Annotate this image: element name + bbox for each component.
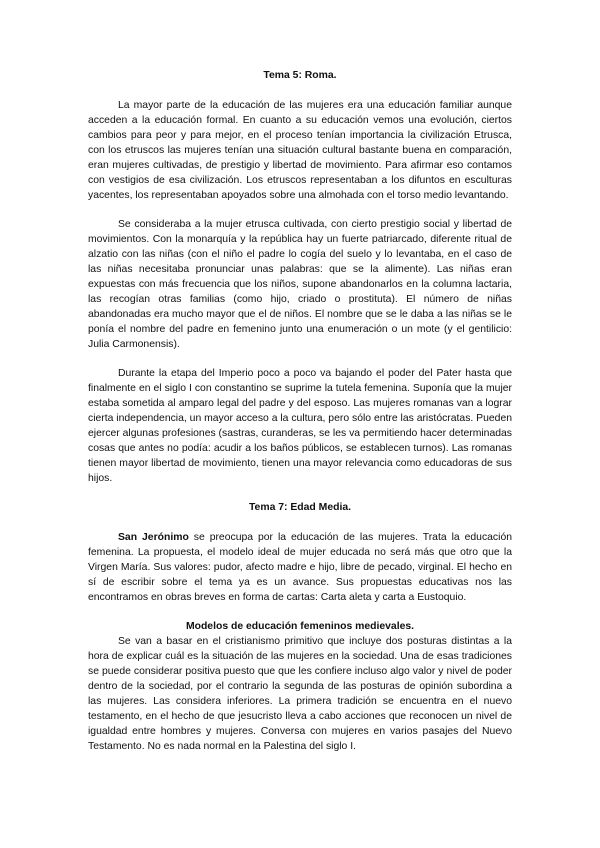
- paragraph: Durante la etapa del Imperio poco a poco va bajando el poder del Pater hasta que finalmente en el siglo I con constantino se suprime la tutela femenina. Suponía que la mujer estaba sometida al amparo legal del padre y del esposo. Las mujeres romanas van a lograr cierta independencia, un mayor acceso a la cultura, pero sólo entre las aristócratas. Pueden ejercer algunas profesiones (sastras, curanderas, se les va permitiendo hacer determinadas cosas que antes no podía: acudir a los baños públicos, se establecen turnos). Las romanas tienen mayor libertad de movimiento, tienen una mayor relevancia como educadoras de sus hijos.: [88, 368, 512, 484]
- paragraph: Se consideraba a la mujer etrusca cultivada, con cierto prestigio social y libertad de movimientos. Con la monarquía y la república hay un fuerte patriarcado, diferente ritual de alzatio con las niñas (con el niño el padre lo cogía del suelo y lo levantaba, en el caso de las niñas necesitaba pronunciar unas palabras: que se la alimente). Las niñas eran expuestas con más frecuencia que los niños, supone abandonarlos en la columna lactaria, las recogían otras familias (como hijo, criado o prostituta). El número de niñas abandonadas era mucho mayor que el de niños. El nombre que se le daba a las niñas se le ponía el nombre del padre en femenino junto una enumeración o un mote (y el gentilicio: Julia Carmonensis).: [88, 219, 512, 350]
- paragraph-san-jeronimo: [88, 530, 512, 605]
- section-title-roma: Tema 5: Roma.: [263, 70, 337, 81]
- paragraph: Se van a basar en el cristianismo primitivo que incluye dos posturas distintas a la hora de explicar cuál es la situación de las mujeres en la sociedad. Una de esas tradiciones se puede considerar positiva puesto que que les confiere incluso algo valor y nivel de poder dentro de la sociedad, por el contrario la segunda de las posturas de opinión subordina a las mujeres. Las considera inferiores. La primera tradición se encuentra en el nuevo testamento, en el hecho de que jesucristo lleva a cabo acciones que reconocen un nivel de igualdad entre hombres y mujeres. Conversa con mujeres en varios pasajes del Nuevo Testamento. No es nada normal en la Palestina del siglo I.: [88, 636, 512, 752]
- san-jeronimo-name: San Jerónimo: [118, 532, 189, 543]
- paragraph: La mayor parte de la educación de las mujeres era una educación familiar aunque acceden a la educación formal. En cuanto a su educación vemos una evolución, ciertos cambios para peor y para mejor, en el proceso tenían importancia la civilización Etrusca, con los etruscos las mujeres tenían una situación cultural bastante buena en comparación, eran mujeres cultivadas, de prestigio y libertad de movimiento. Para afirmar eso contamos con vestigios de esa civilización. Los etruscos representaban a los difuntos en esculturas yacentes, los representaban apoyados sobre una almohada con el torso medio levantando.: [88, 100, 512, 201]
- document-body: [88, 68, 512, 754]
- san-jeronimo-text: se preocupa por la educación de las mujeres. Trata la educación femenina. La propuesta, el modelo ideal de mujer educada no será más que otro que la Virgen María. Sus valores: pudor, afecto madre e hijo, libre de pecado, virginal. El hecho en sí de escribir sobre el tema ya es un avance. Sus propuestas educativas nos las encontramos en obras breves en forma de cartas: Carta aleta y carta a Eustoquio.: [88, 532, 512, 603]
- section-title-edad-media: Tema 7: Edad Media.: [248, 502, 351, 513]
- subsection-title-modelos: Modelos de educación femeninos medievales.: [185, 621, 415, 632]
